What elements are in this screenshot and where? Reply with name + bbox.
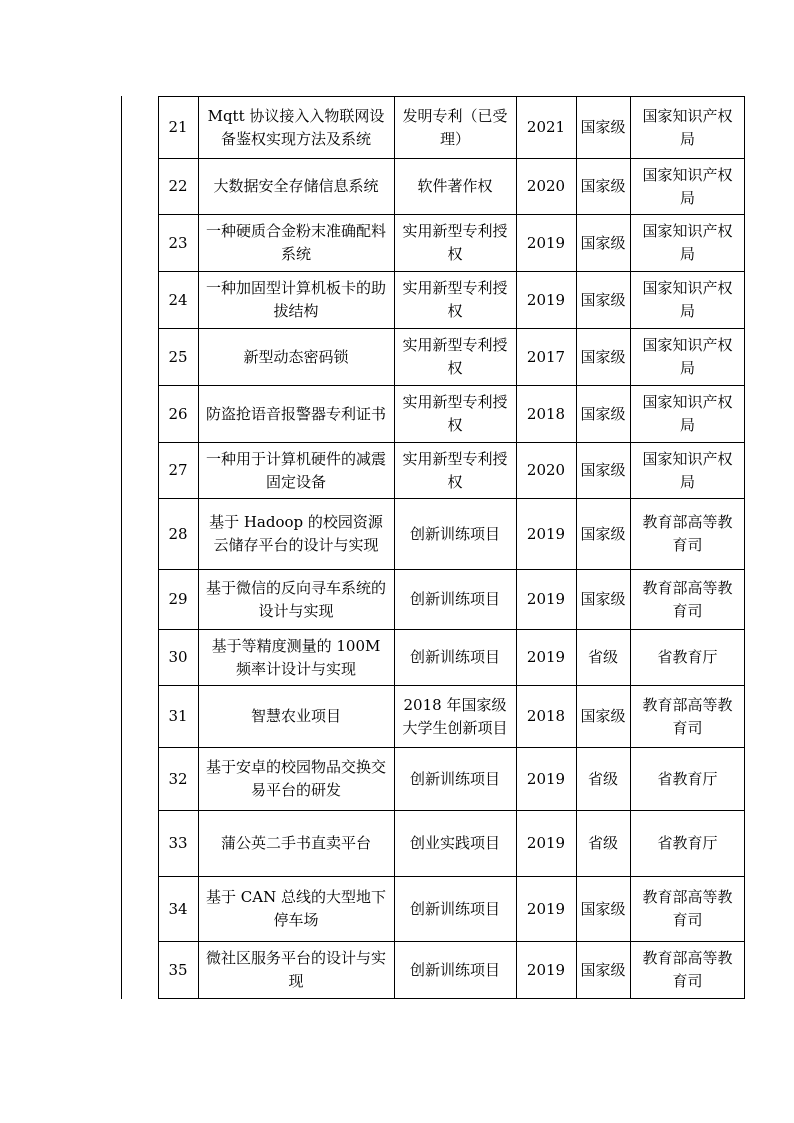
project-name: 新型动态密码锁 [243,347,349,366]
project-level: 国家级 [580,347,626,366]
row-number: 23 [168,233,188,252]
issuing-authority: 国家知识产权局 [642,222,733,263]
row-number: 33 [168,834,188,852]
project-year: 2019 [526,590,566,608]
project-name: 微社区服务平台的设计与实现 [205,949,386,990]
row-number: 32 [168,769,188,788]
project-name: 基于 CAN 总线的大型地下停车场 [206,888,386,929]
issuing-authority: 国家知识产权局 [642,336,733,377]
issuing-authority: 国家知识产权局 [642,279,733,320]
project-name: 基于微信的反向寻车系统的设计与实现 [205,578,386,620]
project-level: 国家级 [580,524,626,543]
project-level: 国家级 [580,707,626,725]
project-name: 基于等精度测量的 100M 频率计设计与实现 [211,636,381,678]
issuing-authority: 省教育厅 [657,769,718,788]
project-level: 省级 [587,834,618,852]
issuing-authority: 国家知识产权局 [642,393,733,434]
project-year: 2018 [526,404,566,423]
project-year: 2021 [526,118,566,136]
project-type: 发明专利（已受理） [402,106,508,148]
project-type: 创新训练项目 [409,590,500,608]
project-year: 2019 [526,960,566,979]
issuing-authority: 国家知识产权局 [642,106,733,148]
project-type: 创新训练项目 [409,524,500,543]
project-type: 创新训练项目 [409,899,500,918]
row-number: 31 [168,707,188,725]
row-number: 35 [168,960,188,979]
project-year: 2020 [526,177,566,195]
table-row [158,876,745,942]
table-row [158,442,745,499]
row-number: 27 [168,461,188,479]
table-row [158,569,745,630]
table-row [158,747,745,811]
project-type: 创新训练项目 [409,960,500,979]
table-row [158,271,745,329]
project-year: 2019 [526,769,566,788]
issuing-authority: 国家知识产权局 [642,165,733,207]
row-number: 25 [168,347,188,366]
project-type: 实用新型专利授权 [402,336,508,377]
project-name: 大数据安全存储信息系统 [213,177,379,195]
table-row [158,96,745,159]
project-year: 2020 [526,461,566,479]
row-number: 29 [168,590,188,608]
issuing-authority: 国家知识产权局 [642,449,733,491]
project-level: 国家级 [580,960,626,979]
project-year: 2019 [526,290,566,309]
project-name: 蒲公英二手书直卖平台 [220,834,371,852]
project-name: Mqtt 协议接入入物联网设备鉴权实现方法及系统 [207,106,385,148]
project-name: 一种加固型计算机板卡的助拔结构 [205,279,386,320]
project-level: 国家级 [580,461,626,479]
project-type: 创新训练项目 [409,648,500,666]
issuing-authority: 省教育厅 [657,834,718,852]
project-level: 国家级 [580,899,626,918]
project-type: 创新训练项目 [409,769,500,788]
project-name: 一种用于计算机硬件的减震固定设备 [205,449,386,491]
row-number: 24 [168,290,188,309]
project-level: 国家级 [580,590,626,608]
project-year: 2019 [526,899,566,918]
issuing-authority: 省教育厅 [657,648,718,666]
issuing-authority: 教育部高等教育司 [642,695,733,737]
project-type: 创业实践项目 [409,834,500,852]
project-level: 省级 [587,769,618,788]
project-name: 基于安卓的校园物品交换交易平台的研发 [205,758,386,799]
project-name: 基于 Hadoop 的校园资源云储存平台的设计与实现 [209,513,383,554]
table-row [158,328,745,386]
project-level: 国家级 [580,404,626,423]
table-row [158,385,745,443]
table-left-border [121,96,122,999]
table-row [158,214,745,272]
issuing-authority: 教育部高等教育司 [642,578,733,620]
project-level: 国家级 [580,233,626,252]
table-row [158,941,745,999]
row-number: 21 [168,118,188,136]
row-number: 30 [168,648,188,666]
project-type: 实用新型专利授权 [402,393,508,434]
project-type: 实用新型专利授权 [402,279,508,320]
row-number: 26 [168,404,188,423]
row-number: 28 [168,524,188,543]
project-name: 防盗抢语音报警器专利证书 [205,404,386,423]
row-number: 34 [168,899,188,918]
project-year: 2019 [526,233,566,252]
project-year: 2019 [526,834,566,852]
issuing-authority: 教育部高等教育司 [642,949,733,990]
table-row [158,810,745,877]
project-level: 省级 [587,648,618,666]
table-row [158,158,745,215]
project-year: 2019 [526,524,566,543]
project-type: 实用新型专利授权 [402,222,508,263]
project-type: 2018 年国家级大学生创新项目 [402,695,508,737]
project-type: 软件著作权 [417,177,493,195]
project-level: 国家级 [580,118,626,136]
table-row [158,498,745,570]
project-year: 2018 [526,707,566,725]
project-level: 国家级 [580,290,626,309]
project-name: 智慧农业项目 [250,707,341,725]
issuing-authority: 教育部高等教育司 [642,888,733,929]
project-name: 一种硬质合金粉末准确配料系统 [205,222,386,263]
project-level: 国家级 [580,177,626,195]
project-type: 实用新型专利授权 [402,449,508,491]
row-number: 22 [168,177,188,195]
table-row [158,685,745,748]
project-year: 2019 [526,648,566,666]
achievement-table [121,96,745,999]
project-year: 2017 [526,347,566,366]
table-row [158,629,745,686]
issuing-authority: 教育部高等教育司 [642,513,733,554]
